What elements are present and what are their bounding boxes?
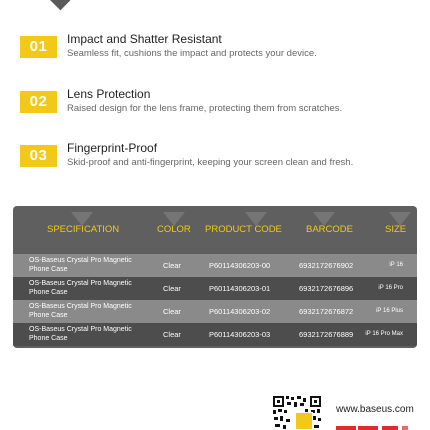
- header-specification: SPECIFICATION: [47, 224, 120, 235]
- cell-size: iP 16 Plus: [376, 308, 403, 314]
- website-link[interactable]: www.baseus.com: [336, 404, 414, 415]
- feature-fingerprint-proof: [20, 141, 420, 181]
- feature-number-badge: 03: [20, 145, 57, 167]
- table-row: [13, 300, 417, 323]
- header-color: COLOR: [157, 224, 191, 235]
- cell-specification: OS-Baseus Crystal Pro Magnetic Phone Case: [29, 326, 132, 342]
- cell-product-code: P60114306203-01: [209, 284, 271, 293]
- feature-impact-resistant: [20, 32, 420, 72]
- header-size: SIZE: [385, 224, 407, 235]
- cell-color: Clear: [163, 307, 181, 316]
- cell-size: iP 16: [389, 262, 403, 268]
- red-stripe-decoration: [336, 426, 430, 430]
- cell-color: Clear: [163, 261, 181, 270]
- spec-table-header: [13, 206, 417, 253]
- spec-table: [13, 206, 417, 348]
- top-pointer-decoration: [48, 0, 71, 10]
- cell-specification: OS-Baseus Crystal Pro Magnetic Phone Case: [29, 280, 132, 296]
- header-barcode: BARCODE: [306, 224, 353, 235]
- cell-product-code: P60114306203-03: [209, 330, 271, 339]
- cell-size: iP 16 Pro: [378, 285, 403, 291]
- cell-barcode: 6932172676896: [299, 284, 354, 293]
- feature-title: Impact and Shatter Resistant: [67, 32, 222, 46]
- table-row: [13, 254, 417, 277]
- baseus-logo-icon: [295, 412, 313, 430]
- cell-specification: OS-Baseus Crystal Pro Magnetic Phone Case: [29, 257, 132, 273]
- header-product-code: PRODUCT CODE: [205, 224, 282, 235]
- feature-description: Raised design for the lens frame, protecting them from scratches.: [67, 103, 343, 114]
- cell-color: Clear: [163, 330, 181, 339]
- cell-color: Clear: [163, 284, 181, 293]
- feature-description: Skid-proof and anti-fingerprint, keeping your screen clean and fresh.: [67, 157, 354, 168]
- cell-specification: OS-Baseus Crystal Pro Magnetic Phone Case: [29, 303, 132, 319]
- feature-description: Seamless fit, cushions the impact and protects your device.: [67, 48, 317, 59]
- feature-title: Lens Protection: [67, 87, 151, 101]
- cell-barcode: 6932172676902: [299, 261, 354, 270]
- feature-number-badge: 01: [20, 36, 57, 58]
- cell-barcode: 6932172676872: [299, 307, 354, 316]
- cell-barcode: 6932172676889: [299, 330, 354, 339]
- cell-product-code: P60114306203-02: [209, 307, 271, 316]
- feature-number-badge: 02: [20, 91, 57, 113]
- feature-lens-protection: [20, 87, 420, 127]
- feature-title: Fingerprint-Proof: [67, 141, 158, 155]
- table-row: [13, 323, 417, 346]
- cell-product-code: P60114306203-00: [209, 261, 271, 270]
- cell-size: iP 16 Pro Max: [365, 331, 403, 337]
- table-row: [13, 277, 417, 300]
